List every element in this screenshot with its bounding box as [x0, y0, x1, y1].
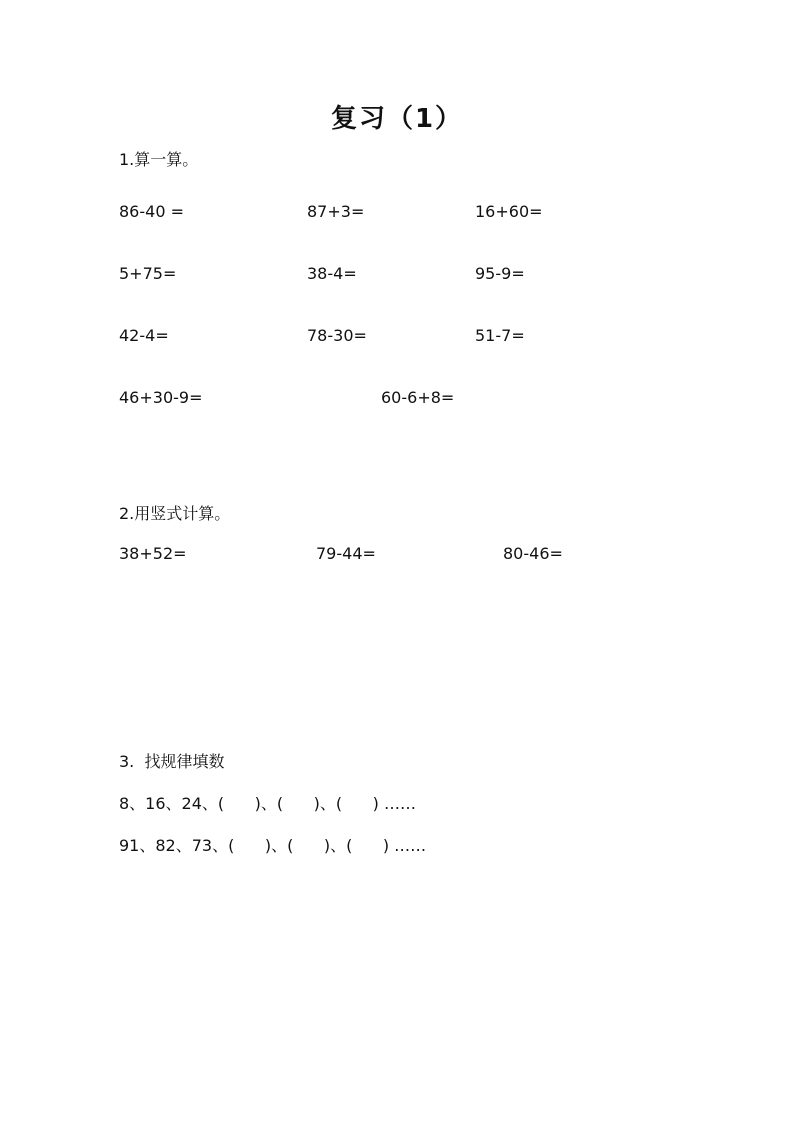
- calc-item: 5+75=: [119, 264, 177, 283]
- calc-item: 38-4=: [307, 264, 357, 283]
- calc-item: 42-4=: [119, 326, 169, 345]
- section1-heading: 1.算一算。: [119, 150, 199, 169]
- calc-item: 87+3=: [307, 202, 365, 221]
- pattern-row: 8、16、24、( )、( )、( ) ……: [119, 794, 416, 813]
- calc-item: 46+30-9=: [119, 388, 203, 407]
- calc-item: 51-7=: [475, 326, 525, 345]
- vertical-calc-item: 80-46=: [503, 544, 563, 563]
- calc-item: 86-40 =: [119, 202, 184, 221]
- calc-item: 78-30=: [307, 326, 367, 345]
- calc-item: 16+60=: [475, 202, 543, 221]
- section3-heading: 3. 找规律填数: [119, 752, 225, 771]
- page-title: 复习（1）: [330, 104, 464, 134]
- vertical-calc-item: 79-44=: [316, 544, 376, 563]
- section2-heading: 2.用竖式计算。: [119, 504, 231, 523]
- pattern-row: 91、82、73、( )、( )、( ) ……: [119, 836, 427, 855]
- vertical-calc-item: 38+52=: [119, 544, 187, 563]
- calc-item: 95-9=: [475, 264, 525, 283]
- calc-item: 60-6+8=: [381, 388, 455, 407]
